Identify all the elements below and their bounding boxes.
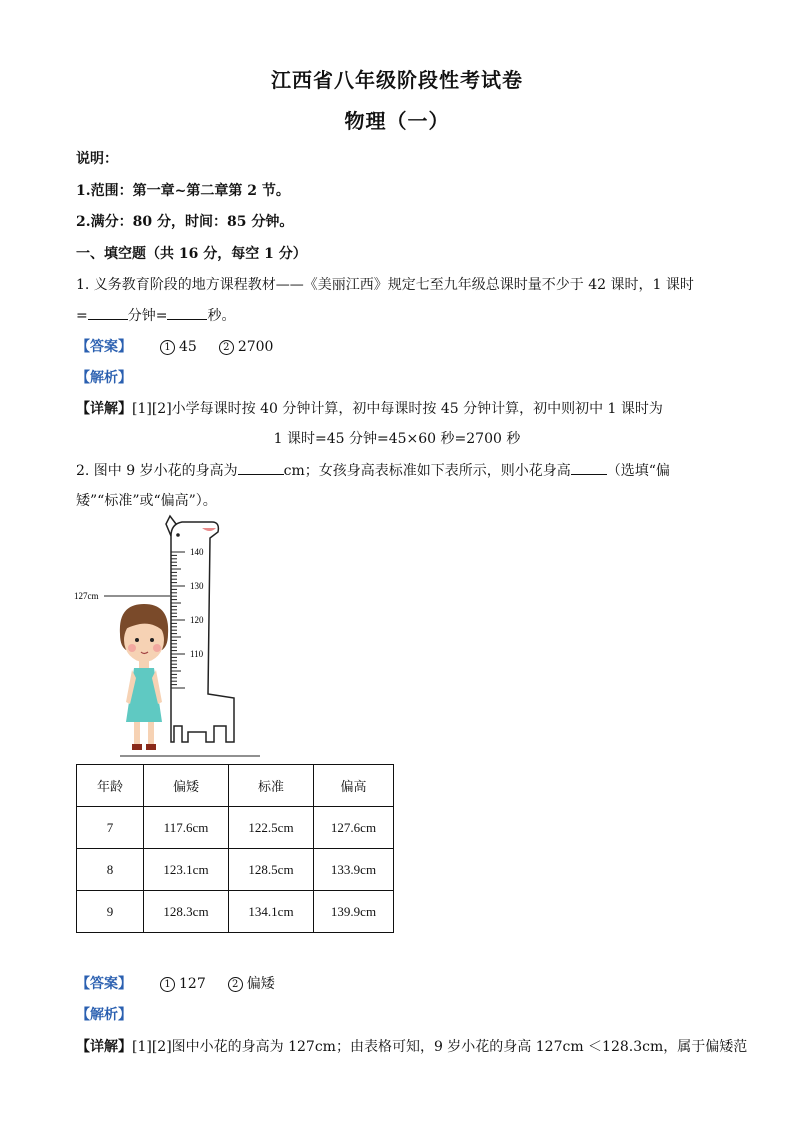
- q2-answer: [76, 973, 275, 993]
- tick-label: 130: [190, 581, 204, 591]
- table-cell: 117.6cm: [144, 807, 229, 849]
- table-row: [77, 891, 394, 933]
- q2-analysis-label: 【解析】: [76, 1007, 132, 1023]
- giraffe-eye: [176, 533, 180, 537]
- answer-value: 2700: [237, 339, 274, 355]
- table-cell: 7: [77, 807, 144, 849]
- notes-item-1: 1.范围：第一章~第二章第 2 节。: [76, 183, 290, 199]
- q1-detail: [76, 398, 663, 418]
- table-row: [77, 807, 394, 849]
- table-cell: 123.1cm: [144, 849, 229, 891]
- notes-heading: 说明：: [76, 151, 118, 167]
- q1-line-2: [76, 305, 235, 325]
- notes-item-2: 2.满分：80 分，时间：85 分钟。: [76, 214, 294, 230]
- girl-figure: [120, 604, 168, 750]
- answer-label: 【答案】: [76, 976, 132, 992]
- page-subtitle: 物理（一）: [344, 109, 450, 133]
- tick-label: 110: [190, 649, 204, 659]
- q1-formula: 1 课时=45 分钟=45×60 秒=2700 秒: [273, 431, 521, 447]
- table-cell: 127.6cm: [314, 807, 394, 849]
- q2-text-a: 2. 图中 9 岁小花的身高为: [76, 463, 238, 479]
- circled-number: 2: [228, 977, 243, 992]
- page-title: 江西省八年级阶段性考试卷: [271, 68, 523, 92]
- q2-text-b: cm；女孩身高表标准如下表所示，则小花身高: [283, 463, 571, 479]
- table-cell: 128.5cm: [229, 849, 314, 891]
- tick-label: 140: [190, 547, 204, 557]
- table-cell: 134.1cm: [229, 891, 314, 933]
- detail-label: 【详解】: [76, 1039, 132, 1055]
- table-cell: 8: [77, 849, 144, 891]
- answer-label: 【答案】: [76, 339, 132, 355]
- answer-value: 127: [179, 976, 206, 992]
- tick-label: 120: [190, 615, 204, 625]
- circled-number: 1: [160, 340, 175, 355]
- table-cell: 133.9cm: [314, 849, 394, 891]
- q2-blank-2: [571, 462, 607, 475]
- table-header: 偏矮: [144, 765, 229, 807]
- circled-number: 2: [219, 340, 234, 355]
- table-header: 年龄: [77, 765, 144, 807]
- q1-mid: 分钟=: [127, 308, 168, 324]
- table-cell: 9: [77, 891, 144, 933]
- table-cell: 122.5cm: [229, 807, 314, 849]
- q2-detail: [76, 1036, 747, 1056]
- q2-blank-1: [238, 462, 284, 475]
- giraffe-mouth: [202, 528, 216, 531]
- q1-answer: [76, 336, 273, 356]
- detail-text: [1][2]图中小花的身高为 127cm；由表格可知，9 岁小花的身高 127cm ＜128.3cm，属于偏矮范: [132, 1039, 748, 1055]
- q1-blank-1: [88, 307, 128, 320]
- detail-label: 【详解】: [76, 401, 132, 417]
- detail-text: [1][2]小学每课时按 40 分钟计算，初中每课时按 45 分钟计算，初中则初中 1 课时为: [132, 401, 663, 417]
- section-heading: 一、填空题（共 16 分，每空 1 分）: [76, 246, 307, 262]
- answer-value: 偏矮: [246, 976, 275, 992]
- height-standard-table: [76, 764, 394, 933]
- table-row: [77, 849, 394, 891]
- table-cell: 139.9cm: [314, 891, 394, 933]
- ruler-ticks: [171, 552, 185, 688]
- answer-value: 45: [179, 339, 197, 355]
- q1-end: 秒。: [207, 308, 236, 324]
- table-header: 偏高: [314, 765, 394, 807]
- table-cell: 128.3cm: [144, 891, 229, 933]
- table-header-row: [77, 765, 394, 807]
- q2-line-1: [76, 460, 670, 480]
- q2-text-c: （选填“偏: [606, 463, 670, 479]
- q2-line-2: 矮”“标准”或“偏高”）。: [76, 493, 217, 509]
- table-header: 标准: [229, 765, 314, 807]
- circled-number: 1: [160, 977, 175, 992]
- height-illustration: [70, 512, 310, 764]
- q1-blank-2: [167, 307, 207, 320]
- q1-line-1: 1. 义务教育阶段的地方课程教材——《美丽江西》规定七至九年级总课时量不少于 42 课时，1 课时: [76, 277, 694, 293]
- q1-analysis-label: 【解析】: [76, 370, 132, 386]
- q1-eq: =: [76, 308, 88, 324]
- height-label: 127cm: [74, 591, 99, 601]
